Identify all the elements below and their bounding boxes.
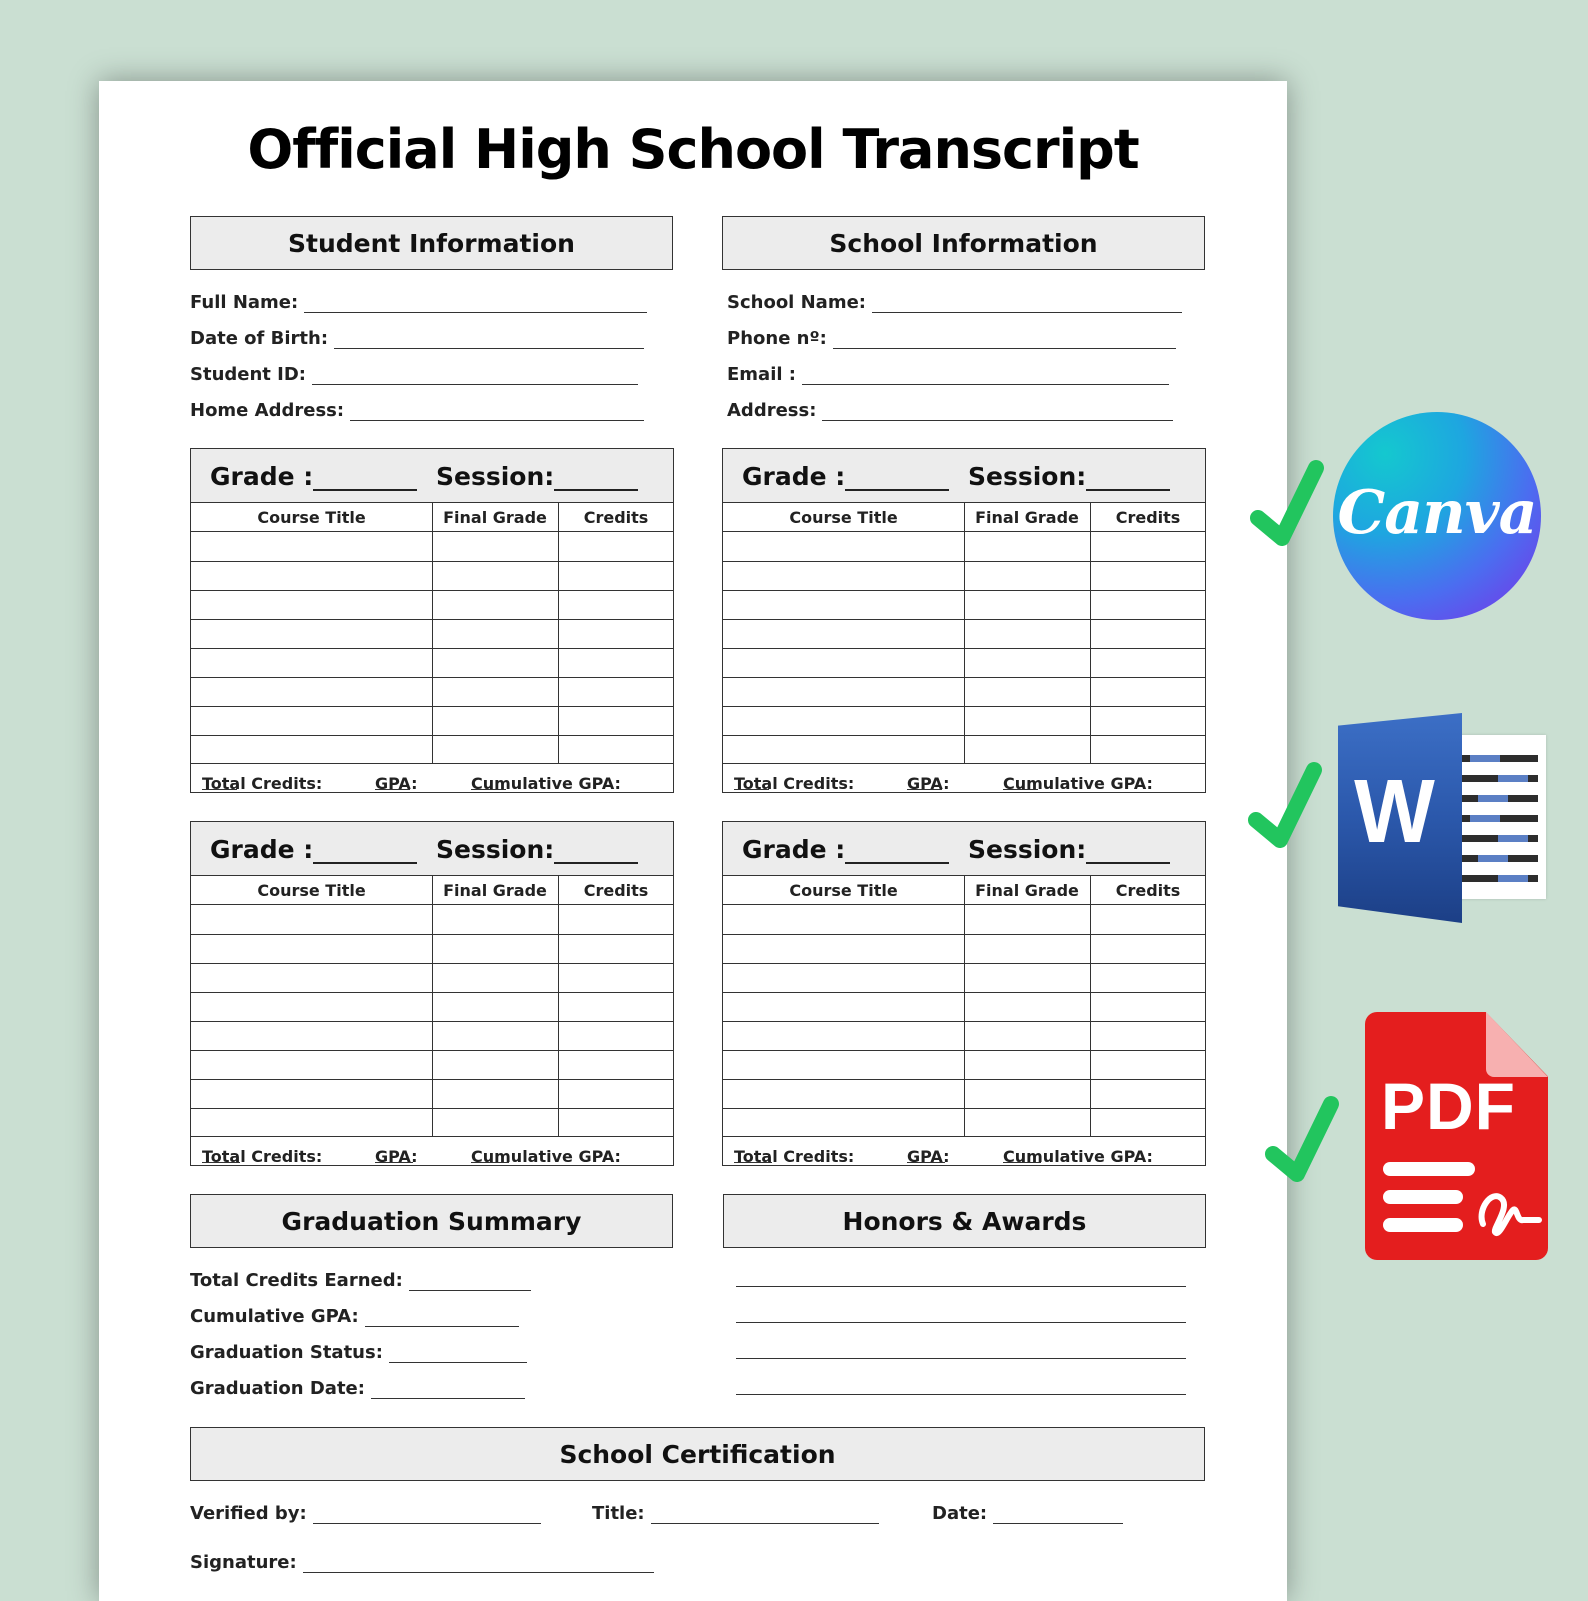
table-row[interactable] [723, 561, 1205, 562]
table-row[interactable] [191, 1021, 673, 1022]
col-final-grade: Final Grade [975, 881, 1079, 900]
grade-table-3 [190, 821, 674, 1166]
totals-row: Total Credits: GPA: Cumulative GPA: [723, 1136, 1205, 1165]
table-row[interactable] [191, 963, 673, 964]
session-field[interactable]: Session: [436, 835, 638, 864]
honors-line-3[interactable] [736, 1358, 1186, 1359]
table-row[interactable] [191, 934, 673, 935]
signature-scribble-icon [1473, 1180, 1543, 1240]
verified-by-field[interactable]: Verified by: [190, 1500, 541, 1524]
table-row[interactable] [723, 590, 1205, 591]
graduation-summary-heading: Graduation Summary [190, 1194, 673, 1248]
pdf-label: PDF [1381, 1069, 1516, 1143]
grade-field[interactable]: Grade : [742, 835, 949, 864]
table-row[interactable] [723, 934, 1205, 935]
col-final-grade: Final Grade [443, 881, 547, 900]
graduation-date-field[interactable]: Graduation Date: [190, 1375, 525, 1399]
col-course-title: Course Title [789, 881, 898, 900]
check-icon-word [1246, 760, 1326, 850]
cert-title-field[interactable]: Title: [592, 1500, 879, 1524]
table-row[interactable] [723, 619, 1205, 620]
cumulative-gpa-field[interactable]: Cumulative GPA: [190, 1303, 519, 1327]
grade-session-header [723, 822, 1205, 876]
check-icon-pdf [1263, 1094, 1343, 1184]
table-row[interactable] [191, 706, 673, 707]
session-field[interactable]: Session: [968, 462, 1170, 491]
grade-field[interactable]: Grade : [210, 462, 417, 491]
word-logo [1338, 713, 1548, 923]
honors-line-1[interactable] [736, 1286, 1186, 1287]
session-field[interactable]: Session: [968, 835, 1170, 864]
table-row[interactable] [191, 1079, 673, 1080]
totals-row: Total Credits: GPA: Cumulative GPA: [723, 763, 1205, 792]
col-course-title: Course Title [257, 508, 366, 527]
table-row[interactable] [723, 963, 1205, 964]
table-row[interactable] [723, 648, 1205, 649]
col-credits: Credits [583, 508, 649, 527]
session-field[interactable]: Session: [436, 462, 638, 491]
honors-line-2[interactable] [736, 1322, 1186, 1323]
table-row[interactable] [191, 1050, 673, 1051]
col-credits: Credits [1115, 508, 1181, 527]
table-row[interactable] [723, 735, 1205, 736]
grade-field[interactable]: Grade : [210, 835, 417, 864]
school-certification-heading: School Certification [190, 1427, 1205, 1481]
table-row[interactable] [723, 1021, 1205, 1022]
table-row[interactable] [191, 561, 673, 562]
col-credits: Credits [1115, 881, 1181, 900]
grade-table-1 [190, 448, 674, 793]
totals-row: Total Credits: GPA: Cumulative GPA: [191, 763, 673, 792]
col-course-title: Course Title [789, 508, 898, 527]
table-row[interactable] [723, 1079, 1205, 1080]
student-info-heading: Student Information [190, 216, 673, 270]
col-credits: Credits [583, 881, 649, 900]
table-row[interactable] [723, 1050, 1205, 1051]
graduation-status-field[interactable]: Graduation Status: [190, 1339, 527, 1363]
table-row[interactable] [723, 677, 1205, 678]
col-course-title: Course Title [257, 881, 366, 900]
table-row[interactable] [191, 590, 673, 591]
page-title: Official High School Transcript [247, 118, 1139, 181]
table-row[interactable] [191, 1108, 673, 1109]
table-row[interactable] [191, 677, 673, 678]
grade-session-header [191, 449, 673, 503]
grade-session-header [723, 449, 1205, 503]
email-field[interactable]: Email : [727, 361, 1169, 385]
col-final-grade: Final Grade [975, 508, 1079, 527]
table-row[interactable] [723, 992, 1205, 993]
table-row[interactable] [191, 735, 673, 736]
full-name-field[interactable]: Full Name: [190, 289, 647, 313]
word-document-icon [1450, 735, 1546, 899]
school-info-heading: School Information [722, 216, 1205, 270]
honors-line-4[interactable] [736, 1394, 1186, 1395]
grade-session-header [191, 822, 673, 876]
cert-date-field[interactable]: Date: [932, 1500, 1123, 1524]
table-row[interactable] [723, 1108, 1205, 1109]
school-name-field[interactable]: School Name: [727, 289, 1182, 313]
table-row[interactable] [723, 706, 1205, 707]
grade-field[interactable]: Grade : [742, 462, 949, 491]
table-row[interactable] [191, 992, 673, 993]
totals-row: Total Credits: GPA: Cumulative GPA: [191, 1136, 673, 1165]
school-address-field[interactable]: Address: [727, 397, 1173, 421]
total-credits-earned-field[interactable]: Total Credits Earned: [190, 1267, 531, 1291]
honors-awards-heading: Honors & Awards [723, 1194, 1206, 1248]
table-row[interactable] [191, 648, 673, 649]
date-of-birth-field[interactable]: Date of Birth: [190, 325, 644, 349]
pdf-logo [1365, 1012, 1548, 1260]
phone-field[interactable]: Phone nº: [727, 325, 1176, 349]
signature-field[interactable]: Signature: [190, 1549, 654, 1573]
home-address-field[interactable]: Home Address: [190, 397, 644, 421]
col-final-grade: Final Grade [443, 508, 547, 527]
check-icon-canva [1248, 458, 1328, 548]
grade-table-2 [722, 448, 1206, 793]
word-letter: W [1354, 762, 1435, 862]
grade-table-4 [722, 821, 1206, 1166]
table-row[interactable] [191, 619, 673, 620]
canva-logo: Canva [1333, 412, 1541, 620]
student-id-field[interactable]: Student ID: [190, 361, 638, 385]
